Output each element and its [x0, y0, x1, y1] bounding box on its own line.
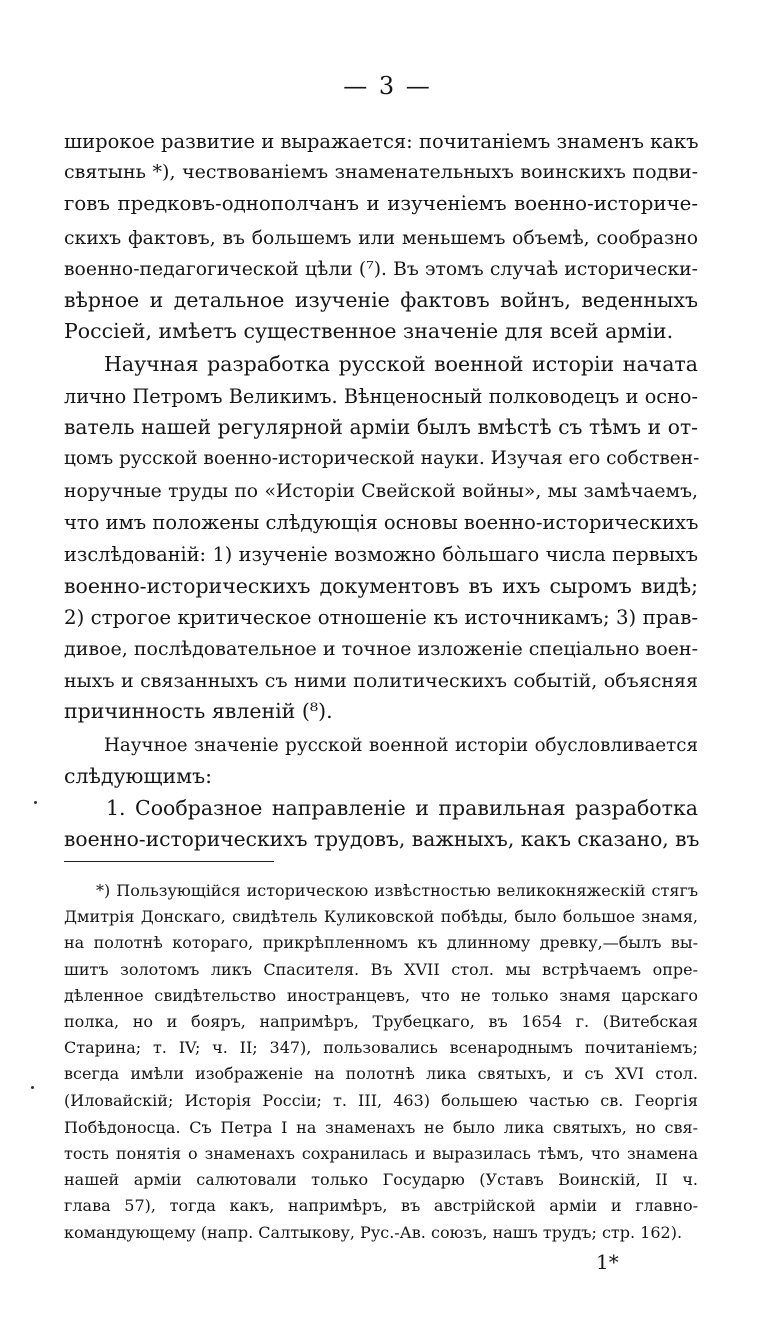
- main-line: святынь *), чествованіемъ знаменательныхъ воинскихъ подви-: [64, 161, 698, 183]
- footnote-line: нашей арміи салютовали только Государю (Уставъ Воинскій, II ч.: [64, 1170, 698, 1189]
- footnote-line: дѣленное свидѣтельство иностранцевъ, что не только знамя царскаго: [64, 986, 698, 1005]
- main-line: цомъ русской военно-исторической науки. Изучая его собствен-: [64, 448, 700, 469]
- footnote-line: всегда имѣли изображеніе на полотнѣ лика святыхъ, и съ XVI стол.: [64, 1064, 698, 1083]
- main-line: слѣдующимъ:: [64, 764, 213, 788]
- main-line: Россіей, имѣетъ существенное значеніе для всей арміи.: [64, 319, 674, 343]
- main-line: 2) строгое критическое отношеніе къ источникамъ; 3) прав-: [64, 606, 698, 629]
- footnote-line: тость понятія о знаменахъ сохранилась и выразилась тѣмъ, что знамена: [64, 1144, 698, 1163]
- footnote-line: командующему (напр. Салтыкову, Рус.-Ав. союзъ, нашъ трудъ; стр. 162).: [64, 1223, 683, 1242]
- scan-speck: [31, 1086, 34, 1089]
- footnote-line: на полотнѣ котораго, прикрѣпленномъ къ длинному древку,—былъ вы-: [64, 933, 698, 952]
- main-line: ватель нашей регулярной арміи былъ вмѣстѣ съ тѣмъ и от-: [64, 415, 698, 439]
- main-line: Научное значеніе русской военной исторіи обусловливается: [104, 735, 698, 756]
- main-line: широкое развитие и выражается: почитаніемъ знаменъ какъ: [64, 130, 699, 153]
- main-line: изслѣдованій: 1) изученіе возможно бо̀льшаго числа первыхъ: [64, 543, 698, 566]
- main-line: военно-историческихъ документовъ въ ихъ сыромъ видѣ;: [64, 574, 698, 598]
- footnote-line: Дмитрія Донскаго, свидѣтель Куликовской побѣды, было большое знамя,: [64, 907, 698, 926]
- main-line: военно-историческихъ трудовъ, важныхъ, какъ сказано, въ: [64, 827, 700, 851]
- footnote-line: Побѣдоносца. Съ Петра I на знаменахъ не было лика святыхъ, но свя-: [64, 1118, 698, 1137]
- main-line: причинность явленій (⁸).: [64, 699, 333, 723]
- main-line: ныхъ и связанныхъ съ ними политическихъ событій, объясняя: [64, 670, 698, 692]
- main-line: скихъ фактовъ, въ большемъ или меньшемъ объемѣ, сообразно: [64, 228, 698, 249]
- main-line: лично Петромъ Великимъ. Вѣнценосный полководецъ и осно-: [64, 385, 698, 408]
- scan-speck: [34, 801, 37, 804]
- footnote-divider: [64, 861, 274, 862]
- page-number: — 3 —: [343, 72, 432, 100]
- main-line: Научная разработка русской военной исторіи начата: [104, 352, 698, 376]
- main-line: говъ предковъ-однополчанъ и изученіемъ военно-историче-: [64, 192, 698, 215]
- footnote-line: (Иловайскій; Исторія Россіи; т. III, 463) большею частью св. Георгія: [64, 1091, 698, 1110]
- footnote-line: полка, но и бояръ, напримѣръ, Трубецкаго, въ 1654 г. (Витебская: [64, 1012, 698, 1031]
- signature-mark: 1*: [596, 1250, 619, 1274]
- main-line: военно-педагогической цѣли (⁷). Въ этомъ случаѣ исторически-: [64, 259, 698, 280]
- main-line: что имъ положены слѣдующія основы военно-историческихъ: [64, 511, 699, 534]
- main-line: дивое, послѣдовательное и точное изложеніе спеціально воен-: [64, 638, 698, 660]
- footnote-line: шитъ золотомъ ликъ Спасителя. Въ XVII стол. мы встрѣчаемъ опре-: [64, 960, 698, 979]
- main-line: норучные труды по «Исторіи Свейской войны», мы замѣчаемъ,: [64, 481, 698, 502]
- main-line: вѣрное и детальное изученіе фактовъ войнъ, веденныхъ: [64, 288, 698, 312]
- main-line: 1. Сообразное направленіе и правильная разработка: [106, 796, 698, 820]
- footnote-line: *) Пользующійся историческою извѣстностью великокняжескій стягъ: [96, 881, 698, 900]
- footnote-line: глава 57), тогда какъ, напримѣръ, въ австрійской арміи и главно-: [64, 1196, 698, 1215]
- footnote-line: Старина; т. IV; ч. II; 347), пользовались всенароднымъ почитаніемъ;: [64, 1038, 698, 1057]
